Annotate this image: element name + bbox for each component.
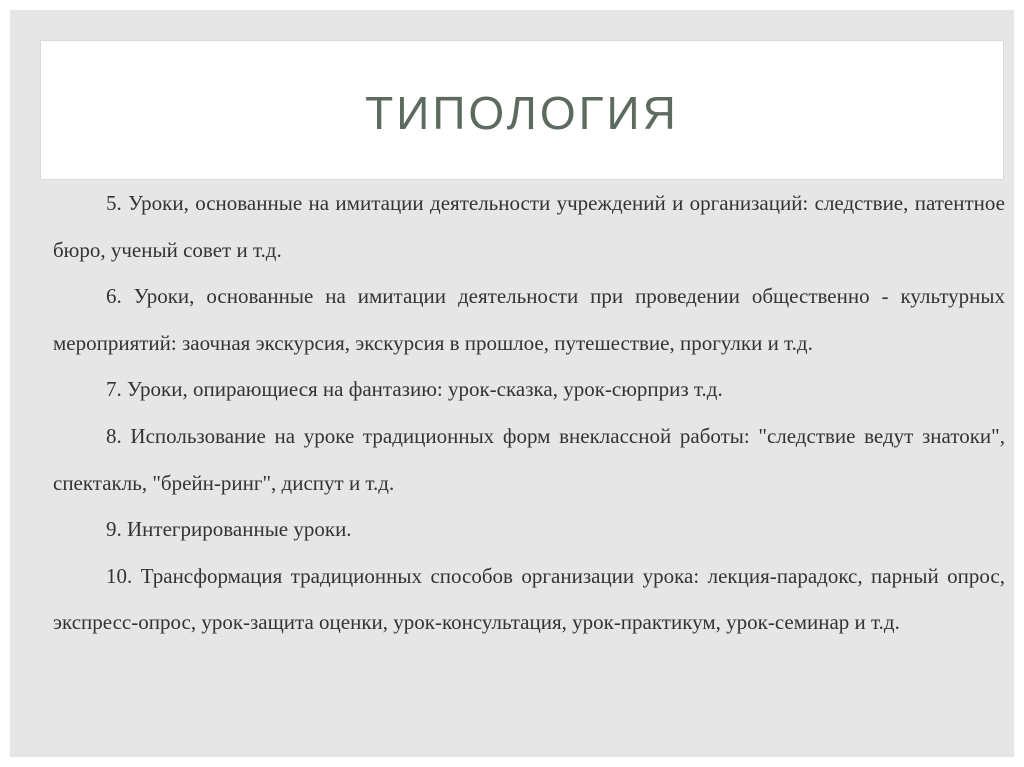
list-item: 10. Трансформация традиционных способов организации урока: лекция-парадокс, парный опрос, экспресс-опрос, урок-защита оценки, урок-консультация, урок-практикум, урок-семинар и т.д. xyxy=(53,563,1005,635)
list-item: 5. Уроки, основанные на имитации деятельности учреждений и организаций: следствие, патентное бюро, ученый совет и т.д. xyxy=(53,191,1005,262)
slide-title: ТИПОЛОГИЯ xyxy=(365,87,679,139)
title-box xyxy=(40,40,1004,180)
slide-panel xyxy=(10,10,1014,757)
list-item: 9. Интегрированные уроки. xyxy=(106,517,352,542)
list-item: 6. Уроки, основанные на имитации деятельности при проведении общественно - культурных мероприятий: заочная экскурсия, экскурсия в прошлое, путешествие, прогулки и т.д. xyxy=(53,284,1005,355)
list-item: 7. Уроки, опирающиеся на фантазию: урок-сказка, урок-сюрприз т.д. xyxy=(106,377,723,402)
list-item: 8. Использование на уроке традиционных форм внеклассной работы: "следствие ведут знатоки", спектакль, "брейн-ринг", диспут и т.д. xyxy=(53,423,1005,495)
slide-body xyxy=(53,180,1005,646)
